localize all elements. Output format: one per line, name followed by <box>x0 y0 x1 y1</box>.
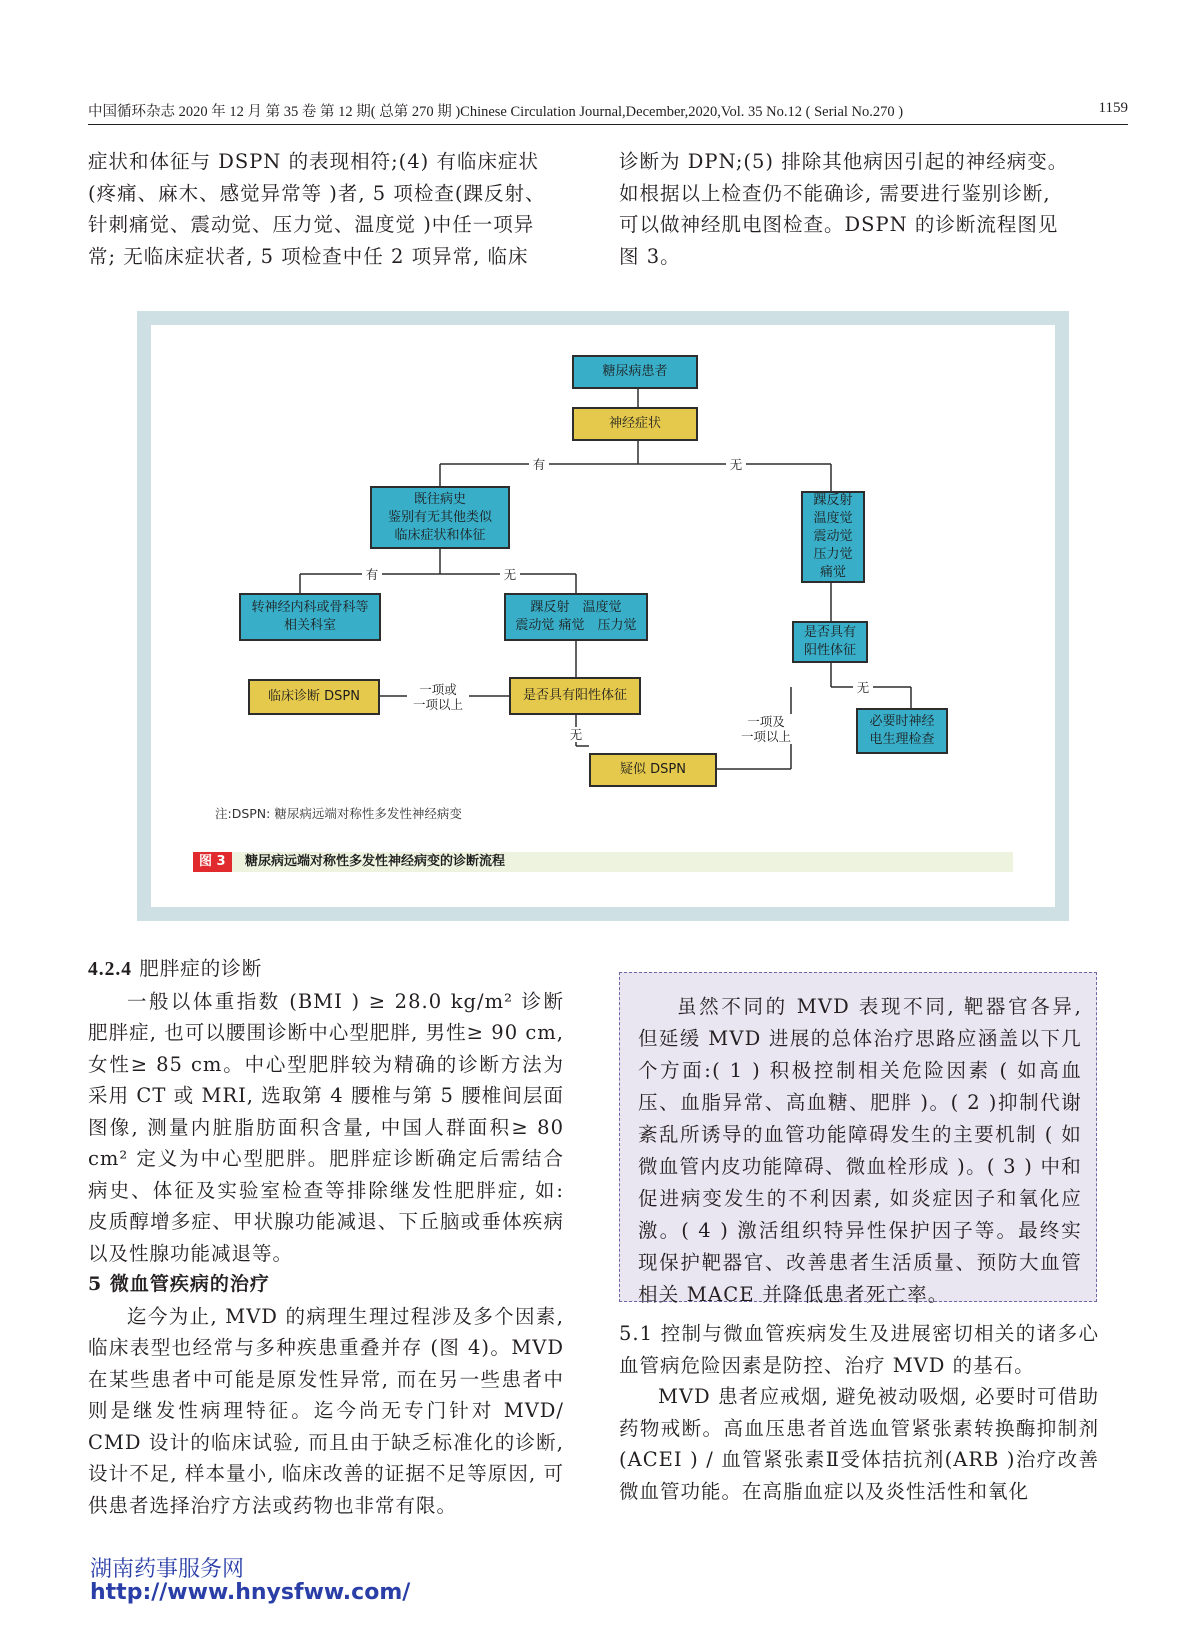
label-no: 无 <box>566 727 586 742</box>
treatment-paragraph: 迄今为止, MVD 的病理生理过程涉及多个因素, 临床表型也经常与多种疾患重叠并存 (图 4)。MVD 在某些患者中可能是原发性异常, 而在另一些患者中则是继发性病理特征。迄今尚无专门针对 MVD/ CMD 设计的临床试验, 而且由于缺乏标准化的诊断, 设计不足, 样本量小, 临床改善的证据不足等原因, 可供患者选择治疗方法或药物也非常有限。 <box>88 1304 564 1517</box>
figure-note: 注:DSPN: 糖尿病远端对称性多发性神经病变 <box>215 806 462 821</box>
node-positive-signs-right: 是否具有 阳性体征 <box>792 621 868 663</box>
figure-caption-bar <box>193 852 1013 872</box>
node-positive-signs-mid: 是否具有阳性体征 <box>509 677 641 715</box>
label-one-or-more: 一项或 一项以上 <box>407 682 469 712</box>
journal-citation: 中国循环杂志 2020 年 12 月 第 35 卷 第 12 期( 总第 270 期 )Chinese Circulation Journal,December,2020,Vol. 35 No.12 ( Serial No.270 ) <box>88 104 904 120</box>
node-suspected-dspn: 疑似 DSPN <box>589 753 717 787</box>
section-heading-5-1: 5.1 控制与微血管疾病发生及进展密切相关的诸多心血管病危险因素是防控、治疗 MVD 的基石。 <box>619 1322 1099 1377</box>
page-number: 1159 <box>1098 100 1128 116</box>
label-yes: 有 <box>362 567 382 582</box>
label-no: 无 <box>500 567 520 582</box>
figure-caption: 糖尿病远端对称性多发性神经病变的诊断流程 <box>245 854 506 869</box>
text-line: 图 3。 <box>619 244 681 268</box>
site-name: 湖南药事服务网 <box>90 1557 245 1582</box>
node-five-tests-mid: 踝反射 温度觉 震动觉 痛觉 压力觉 <box>504 593 648 641</box>
node-referral: 转神经内科或骨科等 相关科室 <box>239 593 381 641</box>
text-line: (疼痛、麻木、感觉异常等 )者, 5 项检查(踝反射、 <box>88 181 546 205</box>
top-left-column <box>88 146 562 272</box>
node-clinical-diagnosis: 临床诊断 DSPN <box>248 679 380 715</box>
section-heading-5: 5 微血管疾病的治疗 <box>88 1273 270 1295</box>
running-header <box>88 100 1128 125</box>
summary-text: 虽然不同的 MVD 表现不同, 靶器官各异, 但延缓 MVD 进展的总体治疗思路应涵盖以下几个方面:( 1 ) 积极控制相关危险因素 ( 如高血压、血脂异常、高血糖、肥胖 )。( 2 )抑制代谢紊乱所诱导的血管功能障碍发生的主要机制 ( 如微血管内皮功能障碍、微血栓形成 )。( 3 ) 中和促进病变发生的不利因素, 如炎症因子和氧化应激。( 4 ) 激活组织特异性保护因子等。最终实现保护靶器官、改善患者生活质量、预防大血管相关 MACE 并降低患者死亡率。 <box>638 995 1082 1306</box>
figure-3-flowchart <box>151 325 1055 907</box>
left-column-body <box>88 953 564 1521</box>
site-url-link[interactable]: http://www.hnysfww.com/ <box>90 1580 411 1605</box>
label-no: 无 <box>853 680 873 695</box>
figure-label: 图 3 <box>193 852 232 872</box>
right-column-body <box>619 1318 1099 1507</box>
text-line: 诊断为 DPN;(5) 排除其他病因引起的神经病变。 <box>619 150 1069 173</box>
text-line: 如根据以上检查仍不能确诊, 需要进行鉴别诊断, <box>619 181 1051 205</box>
node-neuro-symptom: 神经症状 <box>572 407 698 441</box>
label-yes: 有 <box>529 457 549 472</box>
summary-box <box>619 972 1097 1306</box>
text-line: 症状和体征与 DSPN 的表现相符;(4) 有临床症状 <box>88 150 539 173</box>
node-diabetes-patient: 糖尿病患者 <box>572 355 698 389</box>
figure-3-frame <box>137 311 1069 921</box>
node-medical-history: 既往病史 鉴别有无其他类似 临床症状和体征 <box>370 486 510 549</box>
top-right-column <box>619 146 1099 272</box>
label-one-and-more: 一项及 一项以上 <box>735 714 797 744</box>
section-heading-4-2-4: 4.2.4 肥胖症的诊断 <box>88 957 263 980</box>
node-emg: 必要时神经 电生理检查 <box>856 708 948 754</box>
node-five-tests-right: 踝反射 温度觉 震动觉 压力觉 痛觉 <box>801 491 865 583</box>
text-line: 常; 无临床症状者, 5 项检查中任 2 项异常, 临床 <box>88 244 529 268</box>
text-line: 可以做神经肌电图检查。DSPN 的诊断流程图见 <box>619 213 1059 236</box>
risk-factor-paragraph: MVD 患者应戒烟, 避免被动吸烟, 必要时可借助药物戒断。高血压患者首选血管紧张素转换酶抑制剂(ACEI ) / 血管紧张素Ⅱ受体拮抗剂(ARB )治疗改善微血管功能。在高脂血症以及炎性活性和氧化 <box>619 1385 1099 1503</box>
label-no: 无 <box>726 457 746 472</box>
obesity-paragraph: 一般以体重指数 (BMI ) ≥ 28.0 kg/m² 诊断肥胖症, 也可以腰围诊断中心型肥胖, 男性≥ 90 cm, 女性≥ 85 cm。中心型肥胖较为精确的诊断方法为采用 CT 或 MRI, 选取第 4 腰椎与第 5 腰椎间层面图像, 测量内脏脂肪面积含量, 中国人群面积≥ 80 cm² 定义为中心型肥胖。肥胖症诊断确定后需结合病史、体征及实验室检查等排除继发性肥胖症, 如: 皮质醇增多症、甲状腺功能减退、下丘脑或垂体疾病以及性腺功能减退等。 <box>88 989 564 1265</box>
text-line: 针刺痛觉、震动觉、压力觉、温度觉 )中任一项异 <box>88 213 535 236</box>
